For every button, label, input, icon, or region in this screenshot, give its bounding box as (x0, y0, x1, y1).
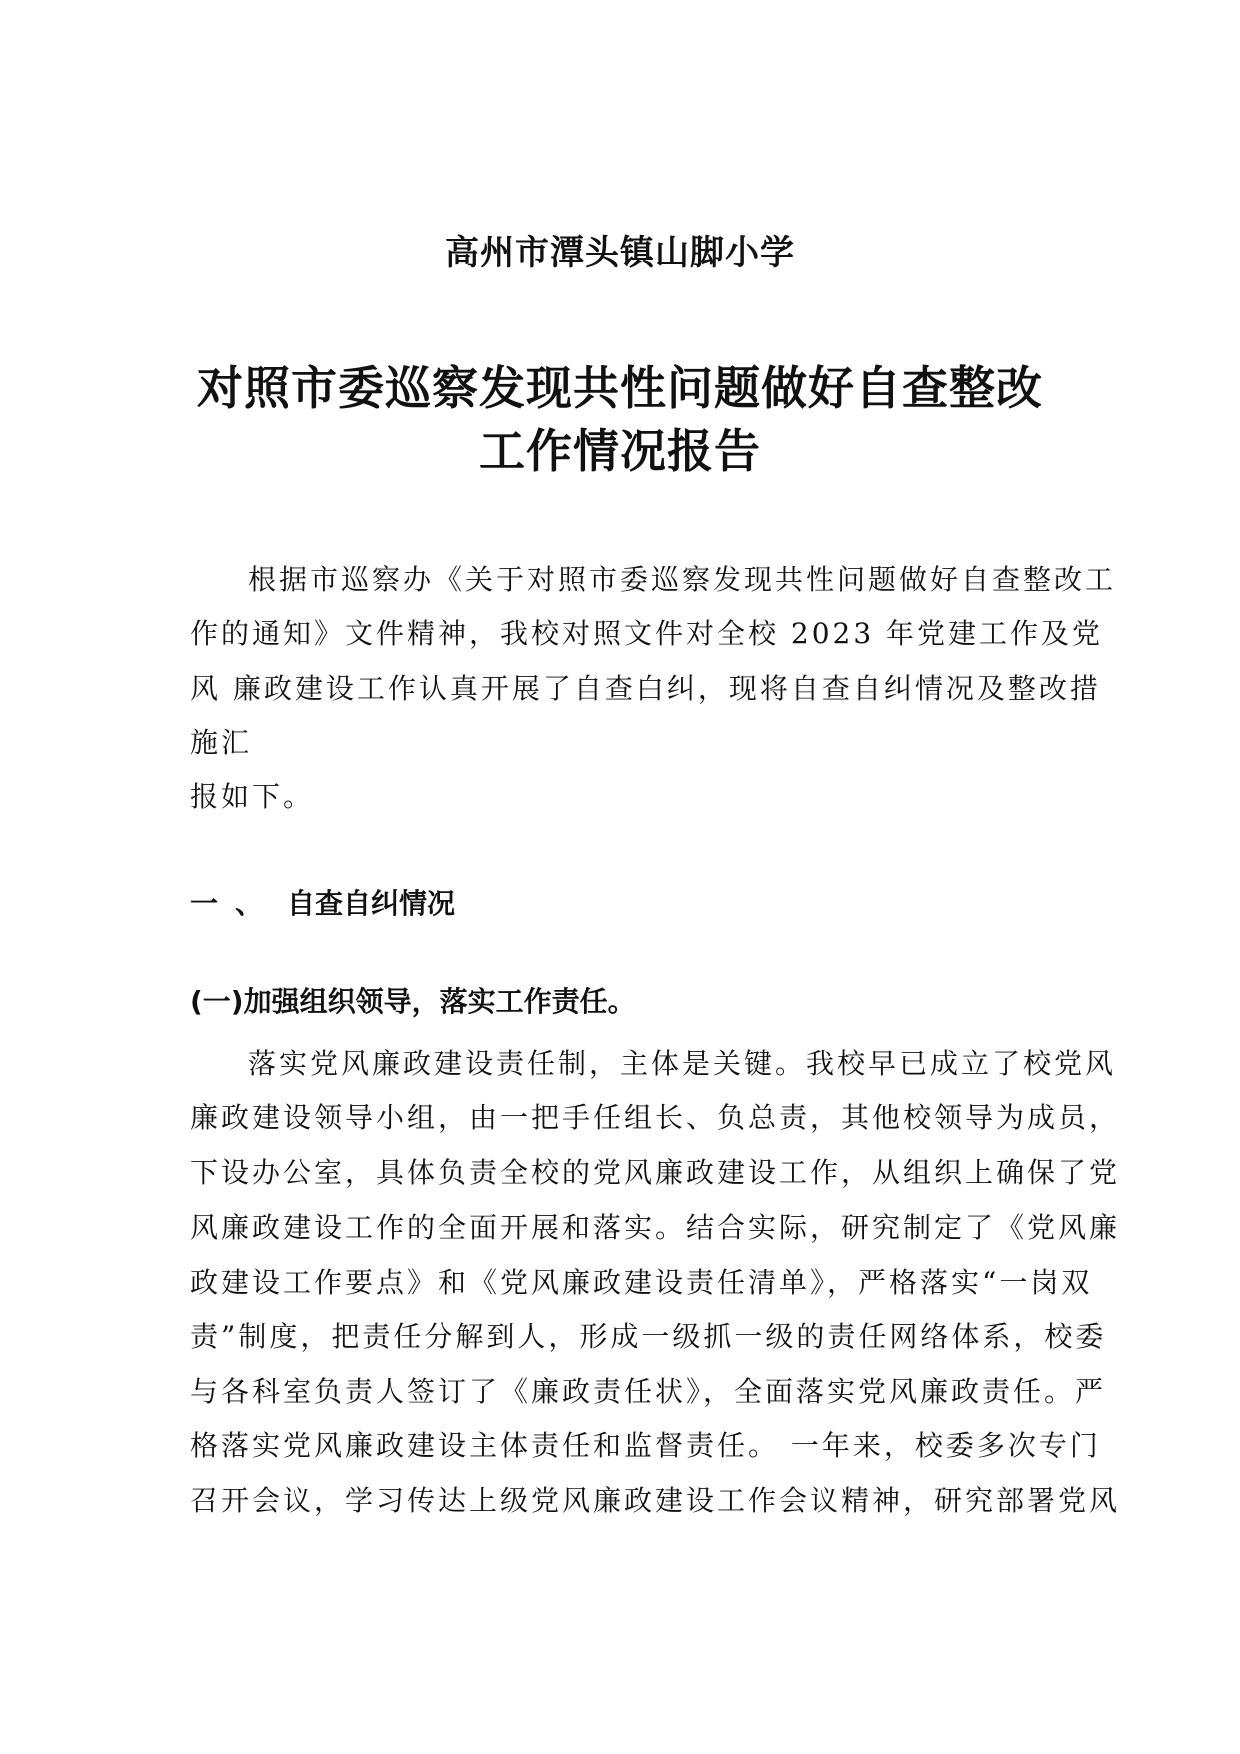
intro-line: 作的通知》文件精神，我校对照文件对全校 2023 年党建工作及党 (190, 617, 1104, 650)
section-title: 自查自纠情况 (287, 887, 456, 920)
body-line: 风廉政建设工作的全面开展和落实。结合实际，研究制定了《党风廉 (190, 1211, 1121, 1244)
document-title-line-2: 工作情况报告 (479, 424, 761, 478)
body-line: 下设办公室，具体负责全校的党风廉政建设工作，从组织上确保了党 (190, 1156, 1121, 1189)
body-line: 落实党风廉政建设责任制，主体是关键。我校早已成立了校党风 (248, 1047, 1117, 1080)
section-separator: 、 (235, 887, 264, 920)
document-title-line-1: 对照市委巡察发现共性问题做好自查整改 (197, 361, 1043, 415)
section-number: 一 (190, 887, 219, 920)
body-line: 政建设工作要点》和《党风廉政建设责任清单》，严格落实“一岗双 (190, 1266, 1093, 1299)
body-line: 责”制度，把责任分解到人，形成一级抓一级的责任网络体系，校委 (190, 1320, 1107, 1353)
school-name: 高州市潭头镇山脚小学 (445, 233, 795, 273)
intro-line: 根据市巡察办《关于对照市委巡察发现共性问题做好自查整改工 (248, 563, 1117, 596)
section-heading (190, 882, 455, 922)
intro-line: 施汇 (190, 726, 253, 759)
body-line: 召开会议，学习传达上级党风廉政建设工作会议精神，研究部署党风 (190, 1484, 1121, 1517)
intro-line: 风 廉政建设工作认真开展了自查白纠，现将自查自纠情况及整改措 (190, 672, 1101, 705)
body-line: 格落实党风廉政建设主体责任和监督责任。 一年来，校委多次专门 (190, 1429, 1101, 1462)
body-line: 廉政建设领导小组，由一把手任组长、负总责，其他校领导为成员， (190, 1101, 1121, 1134)
body-line: 与各科室负责人签订了《廉政责任状》，全面落实党风廉政责任。严 (190, 1375, 1107, 1408)
subsection-heading: (一)加强组织领导，落实工作责任。 (190, 985, 636, 1018)
intro-line: 报如下。 (190, 780, 315, 813)
